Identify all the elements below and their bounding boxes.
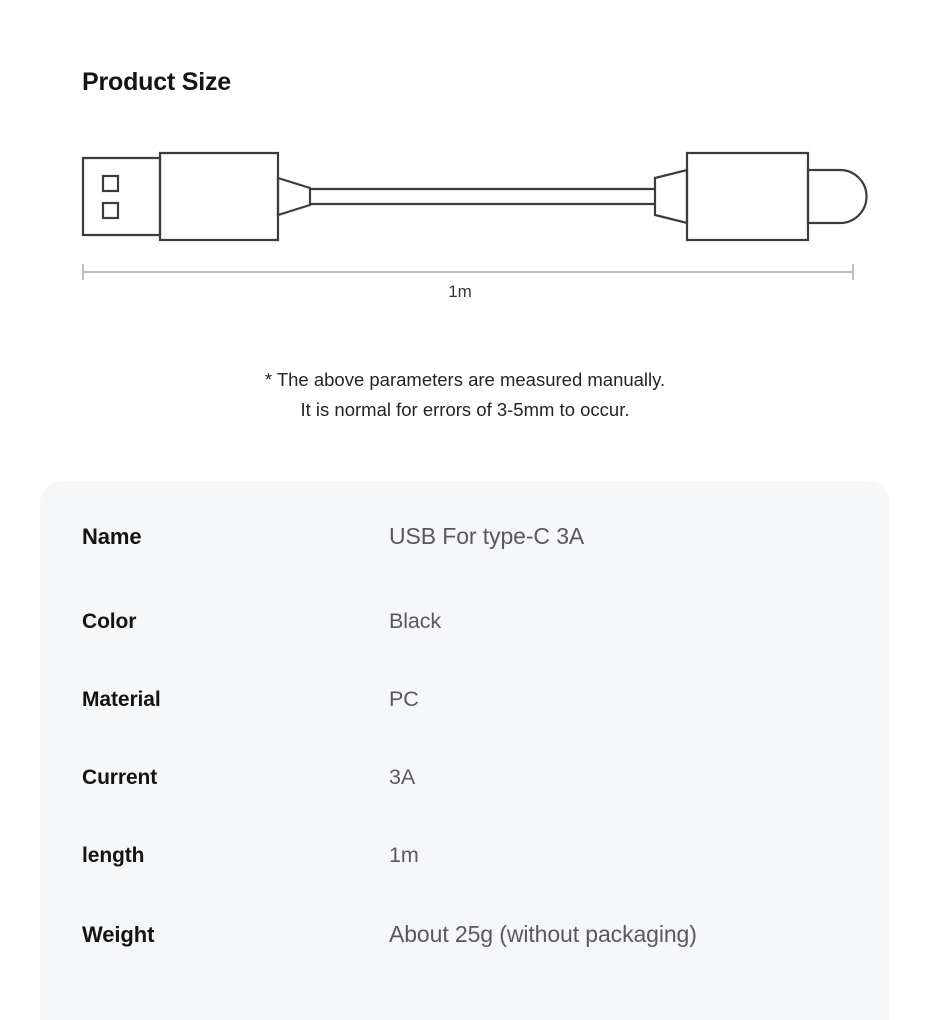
spec-value-name: USB For type-C 3A: [389, 523, 585, 549]
spec-key-current: Current: [82, 766, 158, 789]
table-row: [82, 921, 848, 1007]
usb-c-strain-relief-icon: [655, 170, 687, 223]
table-row: [82, 843, 848, 921]
note-line-1: * The above parameters are measured manually.: [264, 369, 666, 390]
page-title: Product Size: [82, 68, 232, 96]
usb-a-pad-top-icon: [103, 176, 118, 191]
usb-c-connector-icon: [808, 170, 867, 223]
usb-a-housing-icon: [160, 153, 278, 240]
cable-diagram: [70, 140, 870, 250]
table-row: [82, 609, 848, 687]
table-row: [82, 523, 848, 609]
cable-diagram-svg: [70, 140, 870, 250]
spec-key-length: length: [82, 844, 145, 867]
usb-c-housing-icon: [687, 153, 808, 240]
spec-value-material: PC: [389, 687, 419, 711]
dimension-label: 1m: [448, 282, 472, 301]
spec-key-color: Color: [82, 610, 137, 633]
spec-key-material: Material: [82, 688, 161, 711]
dimension-line: [70, 262, 870, 317]
table-row: [82, 687, 848, 765]
note-line-2: It is normal for errors of 3-5mm to occur.: [300, 399, 630, 420]
spec-value-current: 3A: [389, 765, 416, 789]
table-row: [82, 765, 848, 843]
spec-key-weight: Weight: [82, 922, 155, 947]
spec-key-name: Name: [82, 524, 142, 549]
spec-value-weight: About 25g (without packaging): [389, 921, 697, 947]
usb-a-pad-bottom-icon: [103, 203, 118, 218]
spec-value-color: Black: [389, 609, 442, 633]
spec-value-length: 1m: [389, 843, 419, 867]
measurement-note: [0, 365, 930, 425]
spec-table: [40, 481, 890, 1020]
usb-a-connector-icon: [83, 158, 160, 235]
usb-a-strain-relief-icon: [278, 178, 310, 215]
